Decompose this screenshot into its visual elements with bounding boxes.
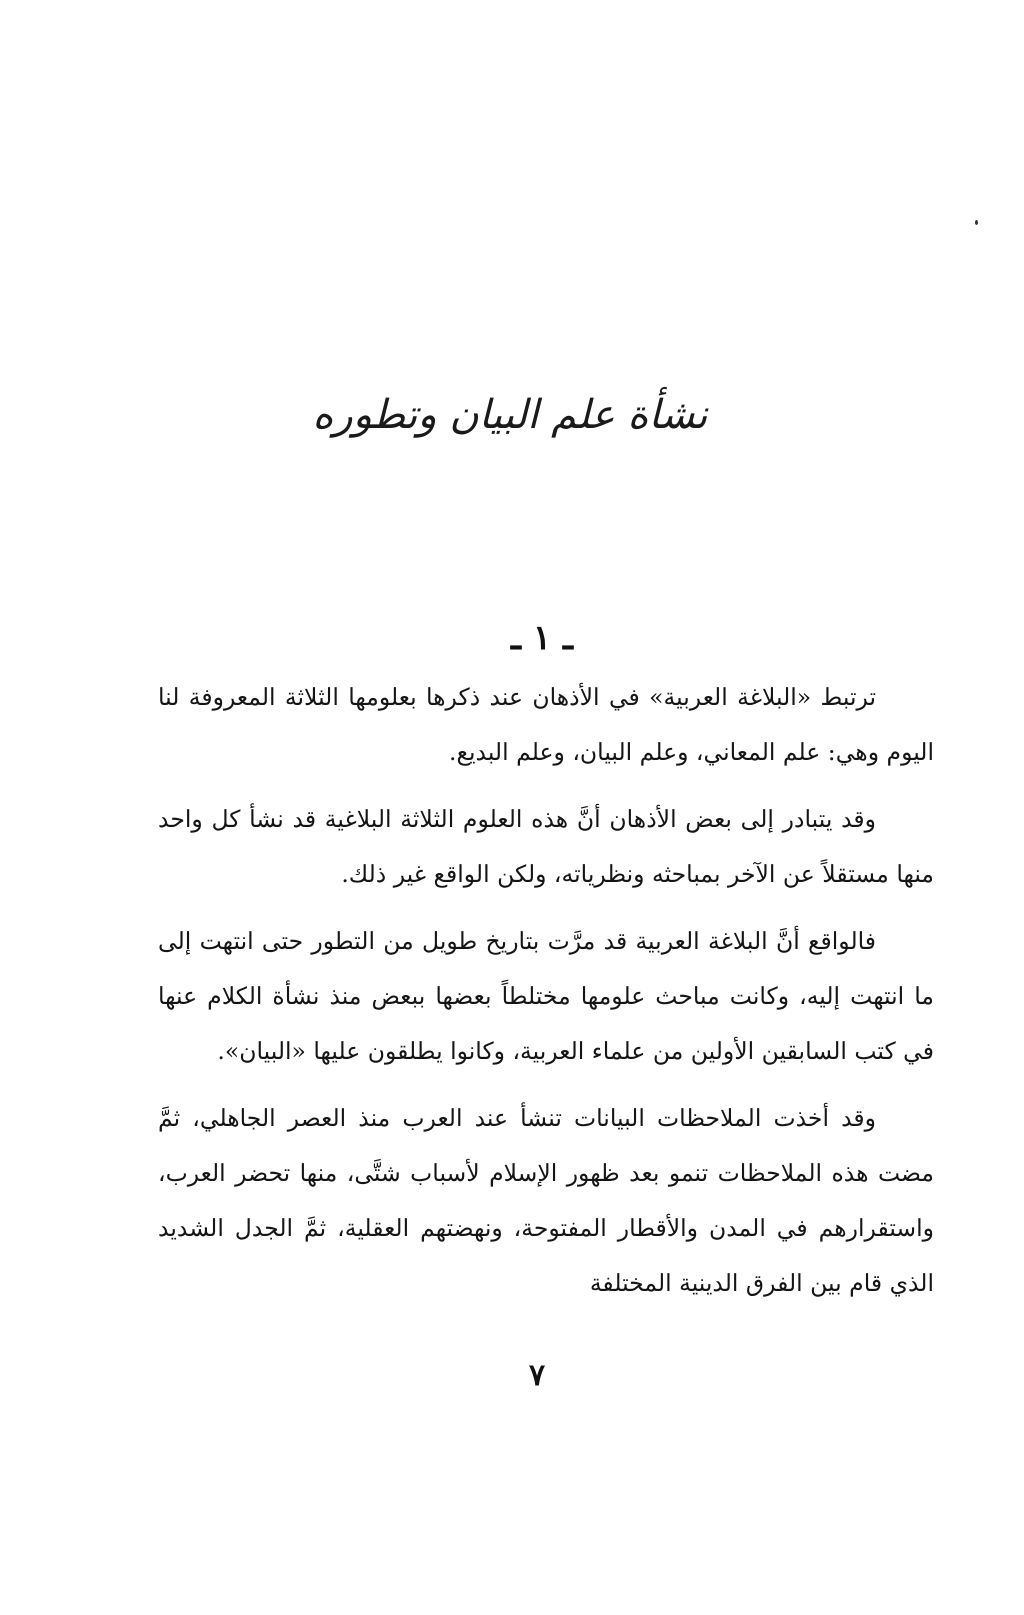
paragraph-3: فالواقع أنَّ البلاغة العربية قد مرَّت بتاريخ طويل من التطور حتى انتهت إلى ما انتهت إليه، وكانت مباحث علومها مختلطاً بعضها ببعض منذ نشأة الكلام عنها في كتب السابقين الأولين من علماء العربية، وكانوا يطلقون عليها «البيان». bbox=[158, 927, 934, 1065]
paragraph-4: وقد أخذت الملاحظات البيانات تنشأ عند العرب منذ العصر الجاهلي، ثمَّ مضت هذه الملاحظات تنمو بعد ظهور الإسلام لأسباب شتَّى، منها تحضر العرب، واستقرارهم في المدن والأقطار المفتوحة، ونهضتهم العقلية، ثمَّ الجدل الشديد الذي قام بين الفرق الدينية المختلفة bbox=[158, 1104, 934, 1297]
ink-speck bbox=[975, 220, 978, 225]
body-text bbox=[158, 670, 934, 1323]
page-number: ٧ bbox=[528, 1358, 546, 1393]
paragraph-2: وقد يتبادر إلى بعض الأذهان أنَّ هذه العلوم الثلاثة البلاغية قد نشأ كل واحد منها مستقلاً عن الآخر بمباحثه ونظرياته، ولكن الواقع غير ذلك. bbox=[158, 805, 934, 888]
section-number: ـ ١ ـ bbox=[511, 618, 573, 658]
chapter-title: نشأة علم البيان وتطوره bbox=[312, 392, 708, 438]
paragraph-1: ترتبط «البلاغة العربية» في الأذهان عند ذكرها بعلومها الثلاثة المعروفة لنا اليوم وهي: علم المعاني، وعلم البيان، وعلم البديع. bbox=[158, 683, 934, 766]
